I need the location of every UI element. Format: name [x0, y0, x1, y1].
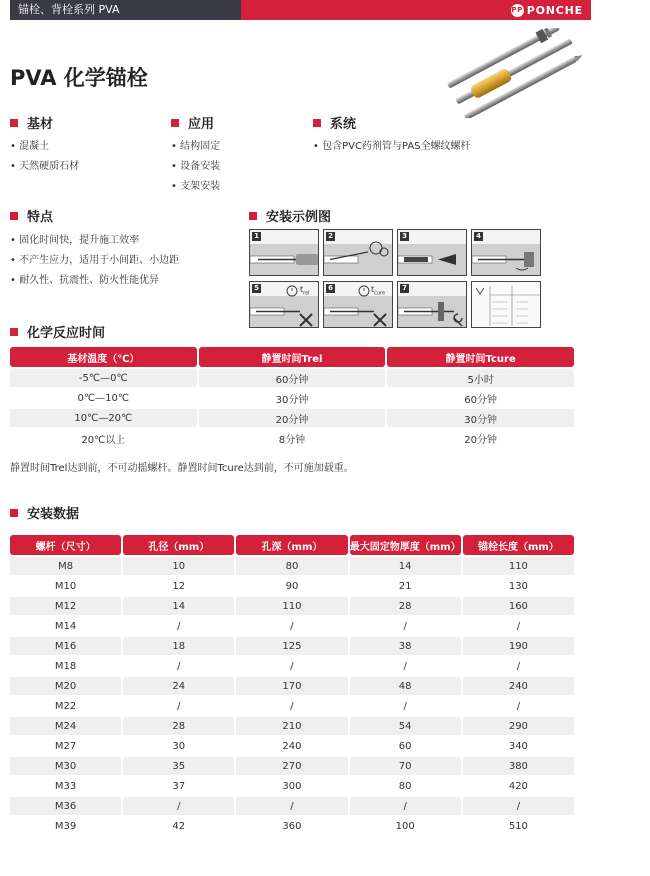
table-cell: 48 — [350, 677, 461, 695]
table-cell: 270 — [236, 757, 347, 775]
table-row — [10, 777, 574, 795]
install-data-body — [10, 557, 574, 835]
table-cell: 510 — [463, 817, 574, 835]
table-cell: 30分钟 — [387, 409, 574, 427]
table-cell: 100 — [350, 817, 461, 835]
table-cell: / — [236, 797, 347, 815]
bullet-square-icon — [10, 328, 18, 336]
table-cell: 190 — [463, 637, 574, 655]
brand-logo — [511, 3, 583, 17]
table-cell: 380 — [463, 757, 574, 775]
table-cell: M8 — [10, 557, 121, 575]
table-cell: M20 — [10, 677, 121, 695]
table-header-row — [10, 535, 574, 555]
column-header: 静置时间Tcure — [387, 347, 574, 367]
table-cell: M24 — [10, 717, 121, 735]
list-item: • 固化时间快，提升施工效率 — [10, 231, 179, 251]
table-cell: / — [236, 697, 347, 715]
table-cell: / — [123, 697, 234, 715]
install-step-wait-cure — [323, 281, 393, 328]
brand-name: PONCHE — [526, 3, 583, 17]
section-heading-material: 基材 — [10, 113, 53, 132]
step-number: 3 — [400, 232, 409, 241]
table-cell: / — [463, 697, 574, 715]
table-cell: 60分钟 — [199, 369, 386, 387]
table-cell: / — [236, 617, 347, 635]
section-heading-install-example: 安装示例图 — [249, 206, 331, 225]
table-row — [10, 757, 574, 775]
list-item: • 设备安装 — [171, 157, 220, 177]
table-cell: 290 — [463, 717, 574, 735]
table-cell: / — [123, 617, 234, 635]
table-cell: M18 — [10, 657, 121, 675]
table-cell: / — [463, 797, 574, 815]
table-cell: 8分钟 — [199, 429, 386, 447]
table-cell: 160 — [463, 597, 574, 615]
table-cell: 54 — [350, 717, 461, 735]
step-number: 6 — [326, 284, 335, 293]
step-number: 4 — [474, 232, 483, 241]
install-step-insert-capsule — [397, 229, 467, 276]
features-list — [10, 231, 179, 291]
step5-time-label: $t_{rel}$ — [300, 285, 310, 297]
table-cell: / — [350, 617, 461, 635]
column-header: 静置时间Trel — [199, 347, 386, 367]
table-row — [10, 677, 574, 695]
table-cell: 10℃—20℃ — [10, 409, 197, 427]
list-item: • 不产生应力，适用于小间距、小边距 — [10, 251, 179, 271]
table-cell: 210 — [236, 717, 347, 735]
table-row — [10, 577, 574, 595]
table-cell: -5℃—0℃ — [10, 369, 197, 387]
table-cell: 110 — [236, 597, 347, 615]
table-cell: 18 — [123, 637, 234, 655]
step-number: 7 — [400, 284, 409, 293]
column-header: 最大固定物厚度（mm） — [350, 535, 461, 555]
table-cell: / — [123, 797, 234, 815]
list-item: • 天然硬质石材 — [10, 157, 79, 177]
table-cell: 14 — [350, 557, 461, 575]
table-cell: 80 — [350, 777, 461, 795]
step-number: 5 — [252, 284, 261, 293]
table-row — [10, 817, 574, 835]
bullet-square-icon — [10, 509, 18, 517]
step-number: 1 — [252, 232, 261, 241]
table-row — [10, 597, 574, 615]
step6-time-label: $t_{cure}$ — [371, 285, 386, 297]
bullet-square-icon — [10, 119, 18, 127]
table-row — [10, 409, 574, 427]
table-cell: 125 — [236, 637, 347, 655]
reaction-time-note: 静置时间Trel达到前，不可动摇螺杆。静置时间Tcure达到前，不可施加载重。 — [10, 463, 354, 474]
table-cell: 300 — [236, 777, 347, 795]
table-cell: M36 — [10, 797, 121, 815]
table-cell: / — [350, 697, 461, 715]
table-cell: 37 — [123, 777, 234, 795]
section-heading-install-data: 安装数据 — [10, 503, 79, 522]
list-item: • 结构固定 — [171, 137, 220, 157]
table-cell: M33 — [10, 777, 121, 795]
table-cell: 20℃以上 — [10, 429, 197, 447]
table-row — [10, 697, 574, 715]
system-list — [313, 137, 471, 157]
table-row — [10, 617, 574, 635]
page-title: PVA 化学锚栓 — [10, 66, 148, 90]
column-header: 锚栓长度（mm） — [463, 535, 574, 555]
table-cell: 110 — [463, 557, 574, 575]
table-cell: 170 — [236, 677, 347, 695]
table-row — [10, 389, 574, 407]
table-cell: 30 — [123, 737, 234, 755]
table-cell: M14 — [10, 617, 121, 635]
time-chart-icon — [472, 282, 541, 328]
table-cell: 240 — [236, 737, 347, 755]
category-label: 锚栓、背栓系列 PVA — [10, 0, 241, 20]
table-cell: / — [350, 657, 461, 675]
table-cell: 28 — [123, 717, 234, 735]
install-step-wait-rel — [249, 281, 319, 328]
install-data-table — [8, 533, 576, 837]
install-steps — [249, 229, 545, 331]
list-item: • 耐久性、抗震性、防火性能优异 — [10, 271, 179, 291]
table-cell: 20分钟 — [387, 429, 574, 447]
table-cell: / — [463, 657, 574, 675]
table-row — [10, 797, 574, 815]
table-cell: 60 — [350, 737, 461, 755]
material-list — [10, 137, 79, 177]
brand-bar — [241, 0, 591, 20]
table-cell: 5小时 — [387, 369, 574, 387]
list-item: • 包含PVC药剂管与PAS全螺纹螺杆 — [313, 137, 471, 157]
install-step-drill — [249, 229, 319, 276]
bullet-square-icon — [10, 212, 18, 220]
table-cell: / — [463, 617, 574, 635]
table-cell: 35 — [123, 757, 234, 775]
column-header: 孔深（mm） — [236, 535, 347, 555]
column-header: 螺杆（尺寸） — [10, 535, 121, 555]
column-header: 基材温度（℃） — [10, 347, 197, 367]
table-cell: 42 — [123, 817, 234, 835]
install-step-time-chart — [471, 281, 541, 328]
table-row — [10, 369, 574, 387]
header-bar — [10, 0, 591, 20]
table-cell: 14 — [123, 597, 234, 615]
table-cell: / — [236, 657, 347, 675]
table-cell: 70 — [350, 757, 461, 775]
table-cell: 28 — [350, 597, 461, 615]
install-step-drive-rod — [471, 229, 541, 276]
table-cell: 21 — [350, 577, 461, 595]
reaction-time-table — [8, 345, 576, 449]
table-cell: 340 — [463, 737, 574, 755]
install-step-clean — [323, 229, 393, 276]
table-cell: 240 — [463, 677, 574, 695]
bullet-square-icon — [313, 119, 321, 127]
step-number: 2 — [326, 232, 335, 241]
table-cell: 90 — [236, 577, 347, 595]
bullet-square-icon — [171, 119, 179, 127]
table-cell: / — [123, 657, 234, 675]
table-cell: 0℃—10℃ — [10, 389, 197, 407]
table-cell: M22 — [10, 697, 121, 715]
table-cell: 360 — [236, 817, 347, 835]
table-cell: 10 — [123, 557, 234, 575]
table-cell: 20分钟 — [199, 409, 386, 427]
table-cell: M27 — [10, 737, 121, 755]
table-row — [10, 557, 574, 575]
table-cell: M39 — [10, 817, 121, 835]
application-list — [171, 137, 220, 197]
section-heading-features: 特点 — [10, 206, 53, 225]
table-header-row — [10, 347, 574, 367]
table-cell: M12 — [10, 597, 121, 615]
column-header: 孔径（mm） — [123, 535, 234, 555]
table-row — [10, 429, 574, 447]
table-cell: 30分钟 — [199, 389, 386, 407]
product-image — [440, 28, 590, 118]
list-item: • 混凝土 — [10, 137, 79, 157]
table-cell: 24 — [123, 677, 234, 695]
table-row — [10, 657, 574, 675]
table-cell: M16 — [10, 637, 121, 655]
list-item: • 支架安装 — [171, 177, 220, 197]
table-cell: 80 — [236, 557, 347, 575]
table-cell: M10 — [10, 577, 121, 595]
table-row — [10, 717, 574, 735]
table-cell: 420 — [463, 777, 574, 795]
table-cell: 60分钟 — [387, 389, 574, 407]
table-cell: M30 — [10, 757, 121, 775]
table-cell: 38 — [350, 637, 461, 655]
section-heading-reaction-time: 化学反应时间 — [10, 322, 105, 341]
install-step-load — [397, 281, 467, 328]
brand-logo-icon: PP — [511, 4, 524, 17]
bullet-square-icon — [249, 212, 257, 220]
table-cell: 12 — [123, 577, 234, 595]
table-row — [10, 637, 574, 655]
section-heading-application: 应用 — [171, 113, 214, 132]
section-heading-system: 系统 — [313, 113, 356, 132]
table-row — [10, 737, 574, 755]
table-cell: 130 — [463, 577, 574, 595]
table-cell: / — [350, 797, 461, 815]
